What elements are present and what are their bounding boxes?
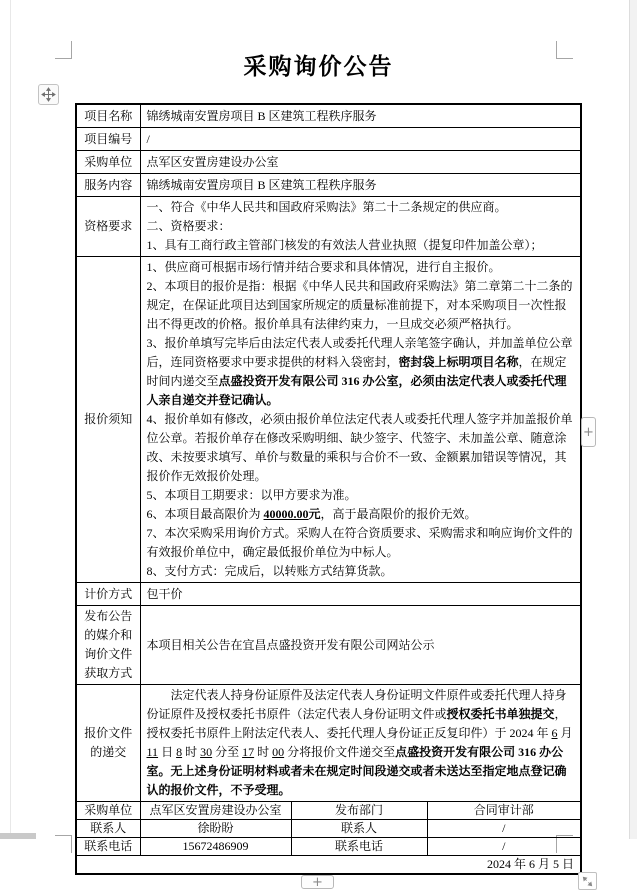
- insert-column-button[interactable]: [581, 417, 596, 447]
- text-segment: 5、本项目工期要求：以甲方要求为准。: [146, 488, 357, 502]
- text-segment: 6: [551, 726, 558, 740]
- text-segment: 分将报价文件递交至: [284, 745, 396, 759]
- paragraph: [147, 562, 575, 581]
- paragraph: [147, 176, 575, 195]
- text-segment: 2、本项目的报价是指：根据《中华人民共和国政府采购法》第二章第二十二条的规定，在保证此项目达到国家所规定的质量标准前提下，对本采购项目一次性报出不得更改的价格。报价单具有法律约束力，一旦成交必须严格执行。: [146, 279, 573, 331]
- row-label: 项目名称: [76, 104, 140, 128]
- contact-row: [76, 802, 581, 820]
- table-move-handle[interactable]: [38, 84, 59, 105]
- text-segment: 点盛投资开发有限公司 316 办公室。无上述身份证明材料或者未在规定时间段递交或者未送达至指定地点登记确认的报价文件，不予受理。: [146, 745, 567, 797]
- contact-label: 采购单位: [76, 802, 140, 820]
- plus-icon: +: [312, 874, 323, 890]
- paragraph: [147, 636, 575, 655]
- table-row: [76, 174, 581, 197]
- text-segment: 7、本次采购采用询价方式。采购人在符合资质要求、采购需求和响应询价文件的有效报价单位中，确定最低报价单位为中标人。: [146, 526, 573, 559]
- paragraph: [147, 153, 575, 172]
- text-segment: 30: [200, 745, 213, 759]
- paragraph: [147, 236, 575, 255]
- row-label: 采购单位: [76, 151, 140, 174]
- diagonal-resize-icon: [582, 876, 593, 887]
- text-segment: 法定代表人持身份证原件及法定代表人身份证明文件原件或委托代理人持身份证原件及授权委托书原件（法定代表人身份证明文件或: [146, 688, 567, 721]
- text-segment: 月: [557, 726, 573, 740]
- text-segment: 4、报价单如有修改，必须由报价单位法定代表人或委托代理人签字并加盖报价单位公章。若报价单存在修改采购明细、缺少签字、代签字、未加盖公章、随意涂改、未按要求填写、单价与数量的乘积与合价不一致、金额累加错误等情况，其报价作无效报价处理。: [146, 412, 573, 483]
- text-segment: 点军区安置房建设办公室: [146, 154, 279, 169]
- text-segment: ，授权委托书原件上附法定代表人、委托代理人身份证正反复印件）于 2024 年: [146, 707, 567, 740]
- table-row: [76, 257, 581, 583]
- text-segment: 1、具有工商行政主管部门核发的有效法人营业执照（提复印件加盖公章）；: [146, 238, 543, 252]
- text-segment: 11: [146, 745, 159, 759]
- table-row: [76, 606, 581, 685]
- document-title: 采购询价公告: [243, 53, 394, 79]
- contact-value: 联系人: [291, 820, 427, 838]
- table-row: [76, 128, 581, 151]
- paragraph: [147, 486, 575, 505]
- row-label: 计价方式: [76, 583, 140, 606]
- row-label: 资格要求: [76, 197, 140, 257]
- contact-value: 徐盼盼: [140, 820, 291, 838]
- text-segment: 6、本项目最高限价为: [146, 507, 264, 521]
- text-segment: ，高于最高限价的报价无效。: [320, 507, 477, 521]
- text-segment: /: [146, 131, 150, 146]
- text-segment: 00: [272, 745, 285, 759]
- text-segment: 8: [176, 745, 183, 759]
- text-segment: 授权委托书单独提交: [446, 707, 555, 721]
- row-label: 项目编号: [76, 128, 140, 151]
- text-segment: 本项目相关公告在宜昌点盛投资开发有限公司网站公示: [146, 637, 435, 652]
- page-edge-line: [10, 0, 11, 839]
- horizontal-scrollbar-fragment[interactable]: [0, 833, 36, 839]
- text-segment: 时: [182, 745, 201, 759]
- row-content: [140, 128, 581, 151]
- table-row: [76, 104, 581, 128]
- text-segment: 元: [308, 507, 321, 521]
- table-resize-handle[interactable]: [578, 872, 597, 890]
- contact-value: 发布部门: [291, 802, 427, 820]
- row-content: [140, 174, 581, 197]
- announcement-date: 2024 年 6 月 5 日: [76, 856, 581, 875]
- text-segment: 1、供应商可根据市场行情并结合要求和具体情况，进行自主报价。: [146, 260, 501, 274]
- row-content: [140, 151, 581, 174]
- table-row: [76, 151, 581, 174]
- paragraph: [147, 130, 575, 149]
- vertical-scrollbar[interactable]: [629, 0, 637, 839]
- row-content: [140, 606, 581, 685]
- contact-value: 合同审计部: [427, 802, 581, 820]
- row-content: [140, 197, 581, 257]
- contact-value: 点军区安置房建设办公室: [140, 802, 291, 820]
- row-content: [140, 257, 581, 583]
- text-segment: 包干价: [146, 586, 183, 601]
- move-arrows-icon: [42, 88, 55, 101]
- text-segment: 一、符合《中华人民共和国政府采购法》第二十二条规定的供应商。: [146, 200, 507, 214]
- contact-value: /: [427, 820, 581, 838]
- margin-mark-bottom-left: [55, 835, 72, 853]
- date-row: [76, 856, 581, 875]
- text-segment: 密封袋上标明项目名称: [398, 355, 519, 369]
- row-content: [140, 583, 581, 606]
- row-content: [140, 685, 581, 802]
- paragraph: [147, 410, 575, 486]
- text-segment: 分至: [212, 745, 243, 759]
- text-segment: 8、支付方式：完成后，以转账方式结算货款。: [146, 564, 393, 578]
- paragraph: [147, 258, 575, 277]
- paragraph: [147, 585, 575, 604]
- row-label: 报价须知: [76, 257, 140, 583]
- text-segment: 40000.00: [263, 507, 309, 521]
- row-label: 服务内容: [76, 174, 140, 197]
- row-content: [140, 104, 581, 128]
- procurement-table-body: [76, 104, 581, 874]
- row-label: 报价文件的递交: [76, 685, 140, 802]
- text-segment: 日: [158, 745, 177, 759]
- insert-row-button[interactable]: [301, 875, 334, 889]
- table-row: [76, 685, 581, 802]
- table-row: [76, 583, 581, 606]
- contact-row: [76, 838, 581, 856]
- paragraph: [147, 198, 575, 217]
- paragraph: [147, 107, 575, 126]
- text-segment: 锦绣城南安置房项目 B 区建筑工程秩序服务: [146, 108, 377, 123]
- text-segment: 17: [242, 745, 255, 759]
- text-segment: 锦绣城南安置房项目 B 区建筑工程秩序服务: [146, 177, 377, 192]
- paragraph: [147, 686, 575, 800]
- contact-value: /: [427, 838, 581, 856]
- contact-value: 联系电话: [291, 838, 427, 856]
- contact-label: 联系人: [76, 820, 140, 838]
- paragraph: [147, 217, 575, 236]
- text-segment: 时: [254, 745, 273, 759]
- paragraph: [147, 334, 575, 410]
- text-segment: 二、资格要求：: [146, 219, 231, 233]
- paragraph: [147, 524, 575, 562]
- contact-row: [76, 820, 581, 838]
- procurement-table: [75, 103, 582, 875]
- text-segment: 3、报价单填写完毕后由法定代表人或委托代理人亲笔签字确认，并加盖单位公章后，连同资格要求中要求提供的材料入袋密封，: [146, 336, 573, 369]
- procurement-table-container: [75, 103, 594, 890]
- paragraph: [147, 277, 575, 334]
- paragraph: [147, 505, 575, 524]
- contact-label: 联系电话: [76, 838, 140, 856]
- plus-icon: +: [583, 424, 594, 440]
- table-row: [76, 197, 581, 257]
- contact-value: 15672486909: [140, 838, 291, 856]
- text-segment: ，在规定时间内递交至: [146, 355, 567, 388]
- text-segment: 点盛投资开发有限公司 316 办公室，必须由法定代表人或委托代理人亲自递交并登记确认。: [146, 374, 567, 407]
- row-label: 发布公告的媒介和询价文件获取方式: [76, 606, 140, 685]
